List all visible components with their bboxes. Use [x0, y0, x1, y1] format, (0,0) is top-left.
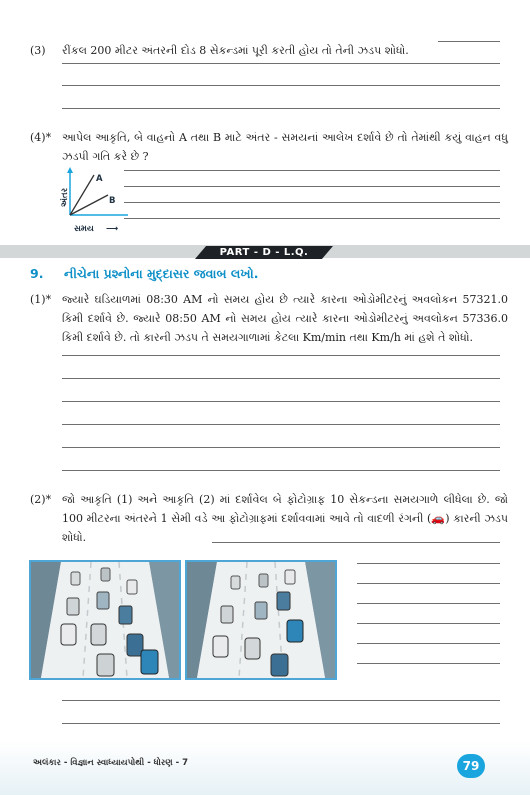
y-axis-label: અંતર [60, 188, 70, 207]
question-text: આપેલ આકૃતિ, બે વાહનો A તથા B માટે અંતર - સમયનાં આલેખ દર્શાવે છે તો તેમાંથી કયું વાહન વધુ ઝડપી ગતિ કરે છે ? [62, 131, 508, 163]
answer-line [62, 700, 500, 701]
line-b-label: B [109, 196, 116, 206]
page-footer [0, 742, 530, 795]
section-heading [30, 266, 258, 282]
answer-line [62, 470, 500, 471]
answer-line [357, 623, 500, 624]
traffic-photo-1 [29, 560, 181, 680]
x-axis-label: સમય [74, 224, 94, 234]
answer-line [357, 663, 500, 664]
y-axis-arrow-icon [67, 167, 73, 173]
question-text: જો આકૃતિ (1) અને આકૃતિ (2) માં દર્શાવેલ બે ફોટોગ્રાફ 10 સેકન્ડના સમયગાળે લીધેલા છે. જો 100 મીટરના અંતરને 1 સેમી વડે આ ફોટોગ્રાફમાં દર્શાવવામાં આવે તો વાદળી રંગની (🚗) કારની ઝડપ શોધો. [62, 493, 508, 544]
line-a-label: A [96, 174, 103, 184]
question-text: જ્યારે ઘડિયાળમાં 08:30 AM નો સમય હોય છે ત્યારે કારના ઓડોમીટરનું અવલોકન 57321.0 કિમી દર્શાવે છે. જ્યારે 08:50 AM નો સમય હોય ત્યારે કારના ઓડોમીટરનું અવલોકન 57336.0 કિમી દર્શાવે છે. તો કારની ઝડપ તે સમયગાળામાં કેટલા Km/min તથા Km/h માં હશે તે શોધો. [62, 293, 508, 344]
answer-line [357, 563, 500, 564]
answer-line [357, 603, 500, 604]
answer-line [357, 643, 500, 644]
question-number: (4)* [30, 131, 52, 144]
question-number: (3) [30, 44, 46, 57]
answer-line [62, 401, 500, 402]
question-number: (1)* [30, 293, 52, 306]
page-number: 79 [457, 754, 485, 778]
traffic-photo-2 [185, 560, 337, 680]
book-title: અલંકાર - વિજ્ઞાન સ્વાધ્યાયપોથી - ધોરણ - 7 [33, 758, 189, 768]
answer-line [124, 170, 500, 171]
section-title: નીચેના પ્રશ્નોના મુદ્દાસર જવાબ લખો. [64, 266, 259, 281]
question-number: (2)* [30, 493, 52, 506]
section-number: 9. [30, 266, 44, 281]
answer-line [62, 424, 500, 425]
answer-line [62, 723, 500, 724]
answer-line [62, 85, 500, 86]
answer-line [124, 218, 500, 219]
section-banner: PART - D - L.Q. [219, 247, 309, 258]
distance-time-graph [58, 165, 130, 237]
x-axis-arrow-icon: ⟶ [106, 224, 119, 234]
answer-line [357, 583, 500, 584]
answer-line [212, 542, 500, 543]
answer-line [438, 41, 500, 42]
answer-line [62, 355, 500, 356]
answer-line [62, 63, 500, 64]
answer-line [62, 378, 500, 379]
answer-line [124, 202, 500, 203]
question-text: રીંકલ 200 મીટર અંતરની દોડ 8 સેકન્ડમાં પૂરી કરતી હોય તો તેની ઝડપ શોધો. [62, 44, 409, 57]
answer-line [124, 186, 500, 187]
answer-line [62, 108, 500, 109]
answer-line [62, 447, 500, 448]
